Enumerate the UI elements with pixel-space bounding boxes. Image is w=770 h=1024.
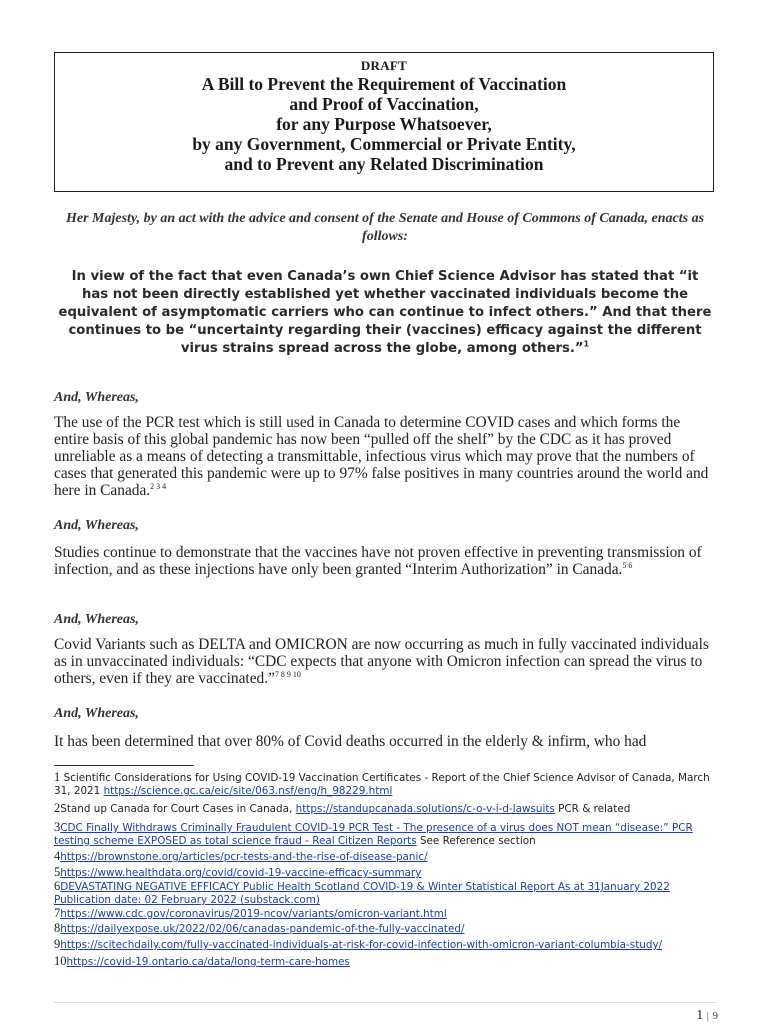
- footnote-number: 7: [54, 906, 61, 920]
- footnote-number: 9: [54, 937, 61, 951]
- footnote-link[interactable]: DEVASTATING NEGATIVE EFFICACY Public Health Scotland COVID-19 & Winter Statistical Report As at 31January 2022 Publication date: 02 February 2022 (substack.com): [54, 881, 670, 906]
- footnote-separator: [54, 765, 194, 766]
- title-box: [54, 52, 714, 192]
- clause-text: Studies continue to demonstrate that the vaccines have not proven effective in preventing transmission of infection, and as these injections have only been granted “Interim Authorization” in Canada.: [54, 544, 702, 578]
- clause-paragraph: [54, 636, 716, 687]
- footnote-link[interactable]: https://standupcanada.solutions/c-o-v-i-d-lawsuits: [295, 803, 555, 815]
- footnote-4: [54, 850, 724, 864]
- view-statement-text: In view of the fact that even Canada’s own Chief Science Advisor has stated that “it has not been directly established yet whether vaccinated individuals become the equivalent of asymptomatic carriers who can continue to infect others.” And that there continues to be “uncertainty regarding their (vaccines) efficacy against the different virus strains spread across the globe, among others.”: [58, 269, 712, 356]
- whereas-heading: And, Whereas,: [54, 612, 139, 627]
- footnote-9: [54, 938, 724, 952]
- footnote-link[interactable]: https://www.healthdata.org/covid/covid-19-vaccine-efficacy-summary: [60, 867, 422, 879]
- footnote-ref[interactable]: 1: [583, 339, 590, 349]
- footnote-link[interactable]: https://www.cdc.gov/coronavirus/2019-ncov/variants/omicron-variant.html: [60, 908, 447, 920]
- clause-paragraph: [54, 544, 716, 578]
- clause-text: Covid Variants such as DELTA and OMICRON are now occurring as much in fully vaccinated individuals as in unvaccinated individuals: “CDC expects that anyone with Omicron infection can spread the virus to others, even if they are vaccinated.”: [54, 636, 709, 687]
- footnote-number: 3: [54, 820, 61, 834]
- whereas-heading: And, Whereas,: [54, 390, 139, 405]
- page-number: [696, 1008, 718, 1024]
- clause-paragraph: [54, 414, 716, 499]
- footnote-number: 8: [54, 921, 61, 935]
- page-separator: |: [706, 1010, 709, 1022]
- footnote-ref[interactable]: 5 6: [622, 560, 633, 570]
- footnote-10: [54, 955, 724, 969]
- footnote-link[interactable]: https://brownstone.org/articles/pcr-tests-and-the-rise-of-disease-panic/: [60, 851, 428, 863]
- footnote-number: 2: [54, 801, 61, 815]
- footnote-7: [54, 907, 724, 921]
- footnote-6: [54, 880, 724, 907]
- clause-text: It has been determined that over 80% of Covid deaths occurred in the elderly & infirm, who had: [54, 733, 647, 750]
- bill-title-line-3: for any Purpose Whatsoever,: [276, 114, 492, 134]
- footnote-5: [54, 866, 724, 880]
- footnote-2: [54, 802, 724, 816]
- footnote-1: [54, 771, 724, 798]
- clause-paragraph: [54, 733, 716, 750]
- clause-text: The use of the PCR test which is still used in Canada to determine COVID cases and which forms the entire basis of this global pandemic has now been “pulled off the shelf” by the CDC as it has proved unreliable as a means of detecting a transmittable, infectious virus which may prove that the numbers of cases that generated this pandemic were up to 97% false positives in many countries around the world and here in Canada.: [54, 414, 709, 499]
- page-total: 9: [712, 1010, 718, 1022]
- footnote-number: 4: [54, 849, 61, 863]
- footnote-8: [54, 922, 724, 936]
- footnote-number: 5: [54, 865, 61, 879]
- bill-title-line-5: and to Prevent any Related Discrimination: [224, 154, 544, 174]
- footnote-number: 6: [54, 879, 61, 893]
- footer-divider: [54, 1002, 716, 1003]
- footnote-number: 10: [54, 954, 67, 968]
- footnote-text: See Reference section: [416, 835, 536, 847]
- footnote-link[interactable]: CDC Finally Withdraws Criminally Fraudulent COVID-19 PCR Test - The presence of a virus does NOT mean “disease:” PCR testing scheme EXPOSED as total science fraud - Real Citizen Reports: [54, 822, 693, 847]
- footnote-ref[interactable]: 7 8 9 10: [274, 669, 301, 679]
- footnote-text: Scientific Considerations for Using COVID-19 Vaccination Certificates - Report of the Chief Science Advisor of Canada, March 31, 2021: [54, 772, 710, 797]
- page-current: 1: [696, 1008, 704, 1023]
- footnote-number: 1: [54, 770, 61, 784]
- footnote-link[interactable]: https://science.gc.ca/eic/site/063.nsf/eng/h_98229.html: [103, 785, 393, 797]
- bill-title-line-4: by any Government, Commercial or Private Entity,: [192, 134, 576, 154]
- footnote-link[interactable]: https://covid-19.ontario.ca/data/long-term-care-homes: [66, 956, 350, 968]
- footnote-text: Stand up Canada for Court Cases in Canada,: [60, 803, 296, 815]
- draft-label: DRAFT: [360, 58, 408, 73]
- enacting-clause: Her Majesty, by an act with the advice and consent of the Senate and House of Commons of Canada, enacts as follows:: [65, 211, 705, 244]
- footnote-link[interactable]: https://dailyexpose.uk/2022/02/06/canadas-pandemic-of-the-fully-vaccinated/: [60, 923, 465, 935]
- whereas-heading: And, Whereas,: [54, 706, 139, 721]
- footnote-text: PCR & related: [554, 803, 631, 815]
- view-statement: [58, 268, 712, 358]
- footnote-3: [54, 821, 724, 848]
- footnote-link[interactable]: https://scitechdaily.com/fully-vaccinated-individuals-at-risk-for-covid-infection-with-omicron-variant-columbia-study/: [60, 939, 663, 951]
- whereas-heading: And, Whereas,: [54, 518, 139, 533]
- bill-title-line-1: A Bill to Prevent the Requirement of Vaccination: [201, 74, 567, 94]
- footnote-ref[interactable]: 2 3 4: [150, 481, 167, 491]
- bill-title-line-2: and Proof of Vaccination,: [289, 94, 479, 114]
